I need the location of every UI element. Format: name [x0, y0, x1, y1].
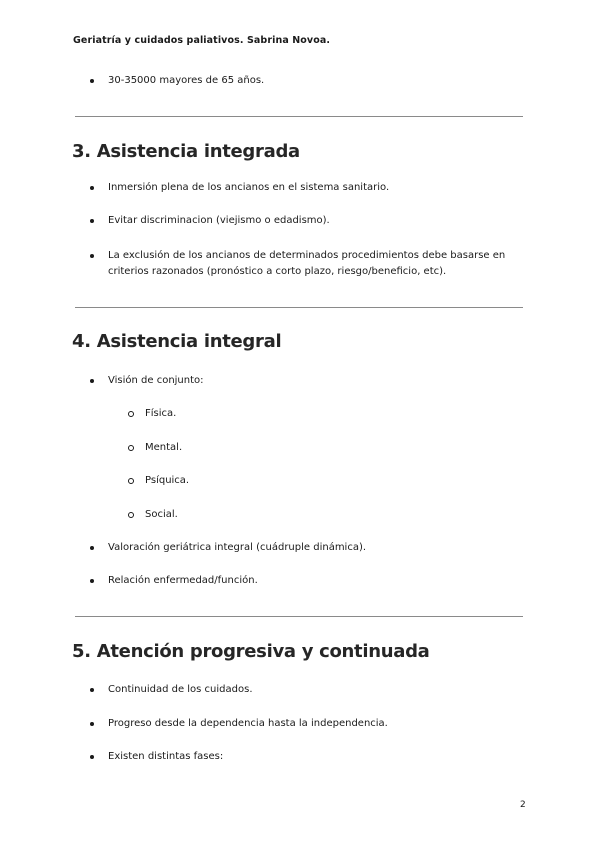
bullet-icon — [90, 379, 94, 383]
divider — [75, 307, 523, 308]
circle-bullet-icon — [128, 445, 134, 451]
circle-bullet-icon — [128, 512, 134, 518]
bullet-icon — [90, 546, 94, 550]
list-item-text: Progreso desde la dependencia hasta la independencia. — [108, 718, 388, 729]
list-item — [90, 716, 530, 732]
sub-list-item-text: Psíquica. — [145, 475, 190, 486]
bullet-icon — [90, 79, 94, 83]
divider — [75, 116, 523, 117]
sub-list-item — [128, 473, 189, 489]
page-number: 2 — [520, 800, 526, 810]
sub-list-item-text: Social. — [145, 509, 178, 520]
page-header: Geriatría y cuidados paliativos. Sabrina Novoa. — [73, 35, 331, 46]
bullet-icon — [90, 186, 94, 190]
section-heading: 3. Asistencia integrada — [72, 141, 300, 162]
list-item-text: Continuidad de los cuidados. — [108, 684, 253, 695]
list-item — [90, 682, 530, 698]
list-item-text: Existen distintas fases: — [108, 751, 224, 762]
list-item-text: Inmersión plena de los ancianos en el sistema sanitario. — [108, 182, 390, 193]
sub-list-item — [128, 440, 182, 456]
list-item-text: 30-35000 mayores de 65 años. — [108, 75, 265, 86]
divider — [75, 616, 523, 617]
list-item — [90, 373, 530, 389]
list-item — [90, 573, 530, 589]
list-item — [90, 180, 530, 196]
bullet-icon — [90, 722, 94, 726]
list-item — [90, 749, 530, 765]
section-heading: 4. Asistencia integral — [72, 331, 282, 352]
bullet-icon — [90, 755, 94, 759]
list-item — [90, 213, 530, 229]
list-item-text: Evitar discriminacion (viejismo o edadismo). — [108, 215, 330, 226]
bullet-icon — [90, 688, 94, 692]
list-item — [90, 248, 530, 280]
list-item-text: Visión de conjunto: — [108, 375, 204, 386]
bullet-icon — [90, 219, 94, 223]
circle-bullet-icon — [128, 478, 134, 484]
sub-list-item-text: Mental. — [145, 442, 183, 453]
circle-bullet-icon — [128, 411, 134, 417]
sub-list-item — [128, 406, 176, 422]
list-item — [90, 540, 530, 556]
list-item-text: La exclusión de los ancianos de determinados procedimientos debe basarse en criterios razonados (pronóstico a corto plazo, riesgo/beneficio, etc). — [108, 250, 506, 277]
section-heading: 5. Atención progresiva y continuada — [72, 641, 430, 662]
sub-list-item — [128, 507, 178, 523]
list-item-text: Relación enfermedad/función. — [108, 575, 258, 586]
sub-list-item-text: Física. — [145, 408, 177, 419]
bullet-icon — [90, 579, 94, 583]
list-item-text: Valoración geriátrica integral (cuádruple dinámica). — [108, 542, 367, 553]
list-item — [90, 73, 530, 89]
bullet-icon — [90, 254, 94, 258]
